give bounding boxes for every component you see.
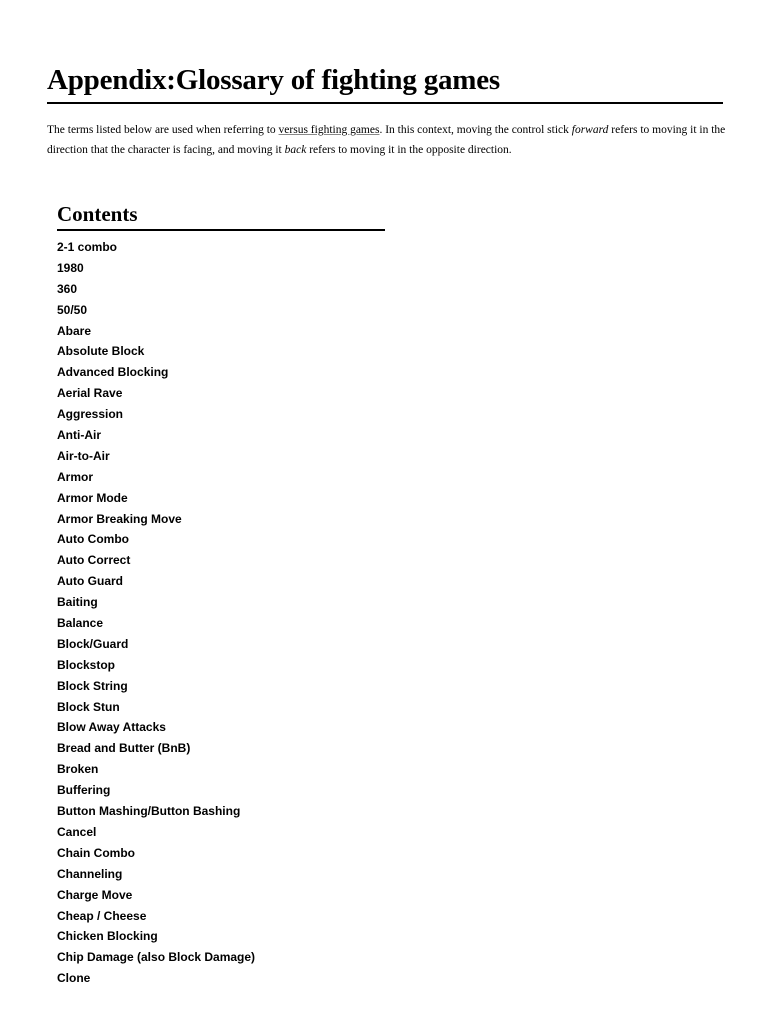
intro-paragraph: [47, 120, 737, 160]
contents-item[interactable]: Cancel: [57, 824, 97, 839]
contents-item[interactable]: Air-to-Air: [57, 448, 110, 463]
contents-item[interactable]: Chicken Blocking: [57, 929, 158, 944]
contents-item[interactable]: Charge Move: [57, 887, 133, 902]
contents-item[interactable]: Advanced Blocking: [57, 365, 169, 380]
contents-item[interactable]: 1980: [57, 260, 84, 275]
contents-item[interactable]: Blockstop: [57, 657, 116, 672]
contents-item[interactable]: Chip Damage (also Block Damage): [57, 950, 256, 965]
contents-heading: Contents: [57, 200, 385, 231]
contents-item[interactable]: Armor Breaking Move: [57, 511, 182, 526]
contents-item[interactable]: Cheap / Cheese: [57, 908, 147, 923]
intro-text-4: refers to moving it in the opposite direction.: [306, 144, 512, 156]
contents-item[interactable]: Auto Combo: [57, 532, 129, 547]
contents-item[interactable]: Button Mashing/Button Bashing: [57, 804, 241, 819]
contents-item[interactable]: Clone: [57, 971, 91, 986]
intro-text-3: refers to moving it in the direction that the character is facing, and moving it: [47, 124, 726, 156]
contents-item[interactable]: 50/50: [57, 302, 88, 317]
contents-item[interactable]: Buffering: [57, 783, 111, 798]
contents-item[interactable]: Aerial Rave: [57, 386, 123, 401]
contents-item[interactable]: Block String: [57, 678, 128, 693]
contents-list: [57, 237, 385, 989]
intro-text-2: . In this context, moving the control stick: [379, 124, 572, 136]
intro-em-back: back: [284, 144, 307, 156]
table-of-contents: [57, 200, 385, 989]
contents-item[interactable]: Block/Guard: [57, 636, 129, 651]
contents-item[interactable]: Channeling: [57, 866, 123, 881]
contents-item[interactable]: Armor: [57, 469, 94, 484]
contents-item[interactable]: Armor Mode: [57, 490, 128, 505]
intro-em-forward: forward: [571, 124, 609, 136]
contents-item[interactable]: Blow Away Attacks: [57, 720, 166, 735]
contents-item[interactable]: Anti-Air: [57, 428, 101, 443]
contents-item[interactable]: Aggression: [57, 407, 124, 422]
contents-item[interactable]: Auto Guard: [57, 574, 123, 589]
contents-item[interactable]: 360: [57, 281, 78, 296]
contents-item[interactable]: Bread and Butter (BnB): [57, 741, 191, 756]
contents-item[interactable]: Absolute Block: [57, 344, 145, 359]
page-title: Appendix:Glossary of fighting games: [47, 60, 723, 104]
contents-item[interactable]: Baiting: [57, 595, 98, 610]
contents-item[interactable]: Chain Combo: [57, 845, 135, 860]
contents-item[interactable]: Abare: [57, 323, 92, 338]
article: [47, 60, 726, 986]
contents-item[interactable]: Block Stun: [57, 699, 120, 714]
contents-item[interactable]: 2-1 combo: [57, 240, 118, 254]
intro-text-1: The terms listed below are used when referring to: [47, 124, 279, 136]
contents-item[interactable]: Broken: [57, 762, 99, 777]
contents-item[interactable]: Auto Correct: [57, 553, 131, 568]
versus-fighting-games-link[interactable]: versus fighting games: [278, 124, 380, 136]
contents-item[interactable]: Balance: [57, 616, 104, 631]
